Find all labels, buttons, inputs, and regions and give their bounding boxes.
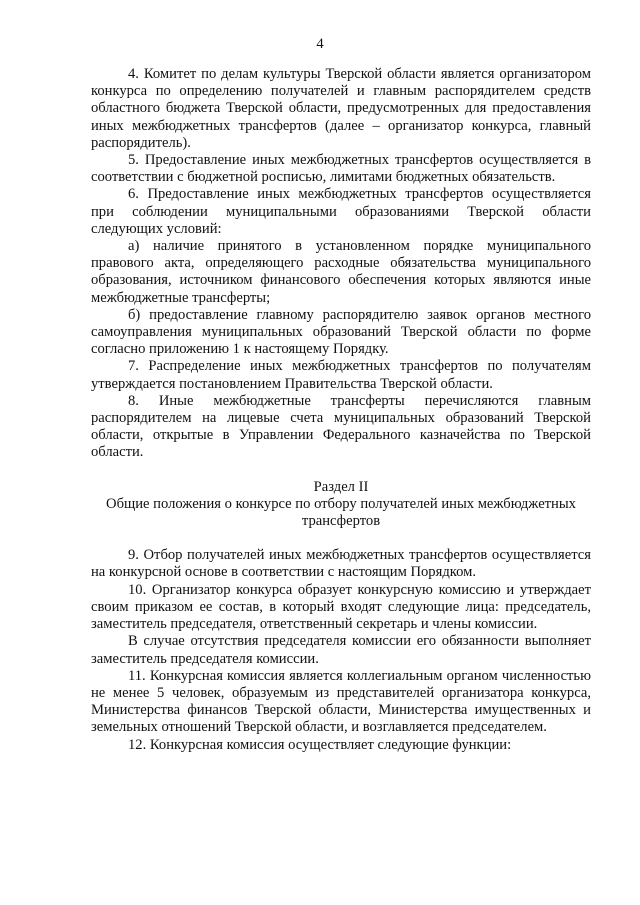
document-body: [91, 66, 591, 754]
paragraph-7: 7. Распределение иных межбюджетных трансфертов по получателям утверждается постановлением Правительства Тверской области.: [91, 358, 591, 392]
paragraph-6b: б) предоставление главному распорядителю заявок органов местного самоуправления муниципальных образований Тверской области по форме согласно приложению 1 к настоящему Порядку.: [91, 306, 591, 358]
paragraph-4: 4. Комитет по делам культуры Тверской области является организатором конкурса по определению получателей и главным распорядителем средств областного бюджета Тверской области, предусмотренных для предоставления иных межбюджетных трансфертов (далее – организатор конкурса, главный распорядитель).: [91, 66, 591, 151]
section-number: Раздел II: [313, 478, 369, 495]
paragraph-6a: а) наличие принятого в установленном порядке муниципального правового акта, определяющего расходные обязательства муниципального образования, источником финансового обеспечения которых являются иные межбюджетные трансферты;: [91, 238, 591, 306]
paragraph-6: 6. Предоставление иных межбюджетных трансфертов осуществляется при соблюдении муниципальными образованиями Тверской области следующих условий:: [91, 186, 591, 237]
paragraph-10: 10. Организатор конкурса образует конкурсную комиссию и утверждает своим приказом ее состав, в который входят следующие лица: председатель, заместитель председателя, ответственный секретарь и члены комиссии.: [91, 581, 591, 633]
page-number: 4: [316, 36, 324, 52]
section-spacer-bottom: [91, 530, 591, 547]
paragraph-10-note: В случае отсутствия председателя комиссии его обязанности выполняет заместитель председателя комиссии.: [91, 633, 591, 667]
section-title: Общие положения о конкурсе по отбору получателей иных межбюджетных трансфертов: [106, 495, 576, 530]
paragraph-8: 8. Иные межбюджетные трансферты перечисляются главным распорядителем на лицевые счета муниципальных образований Тверской области, открытые в Управлении Федерального казначейства по Тверской области.: [91, 392, 591, 461]
section-spacer-top: [91, 462, 591, 479]
paragraph-9: 9. Отбор получателей иных межбюджетных трансфертов осуществляется на конкурсной основе в соответствии с настоящим Порядком.: [91, 547, 591, 581]
paragraph-5: 5. Предоставление иных межбюджетных трансфертов осуществляется в соответствии с бюджетной росписью, лимитами бюджетных обязательств.: [91, 152, 591, 186]
paragraph-12: 12. Конкурсная комиссия осуществляет следующие функции:: [128, 736, 512, 753]
paragraph-11: 11. Конкурсная комиссия является коллегиальным органом численностью не менее 5 человек, образуемым из представителей организатора конкурса, Министерства финансов Тверской области, Министерства имущественных и земельных отношений Тверской области, и возглавляется председателем.: [91, 667, 591, 736]
